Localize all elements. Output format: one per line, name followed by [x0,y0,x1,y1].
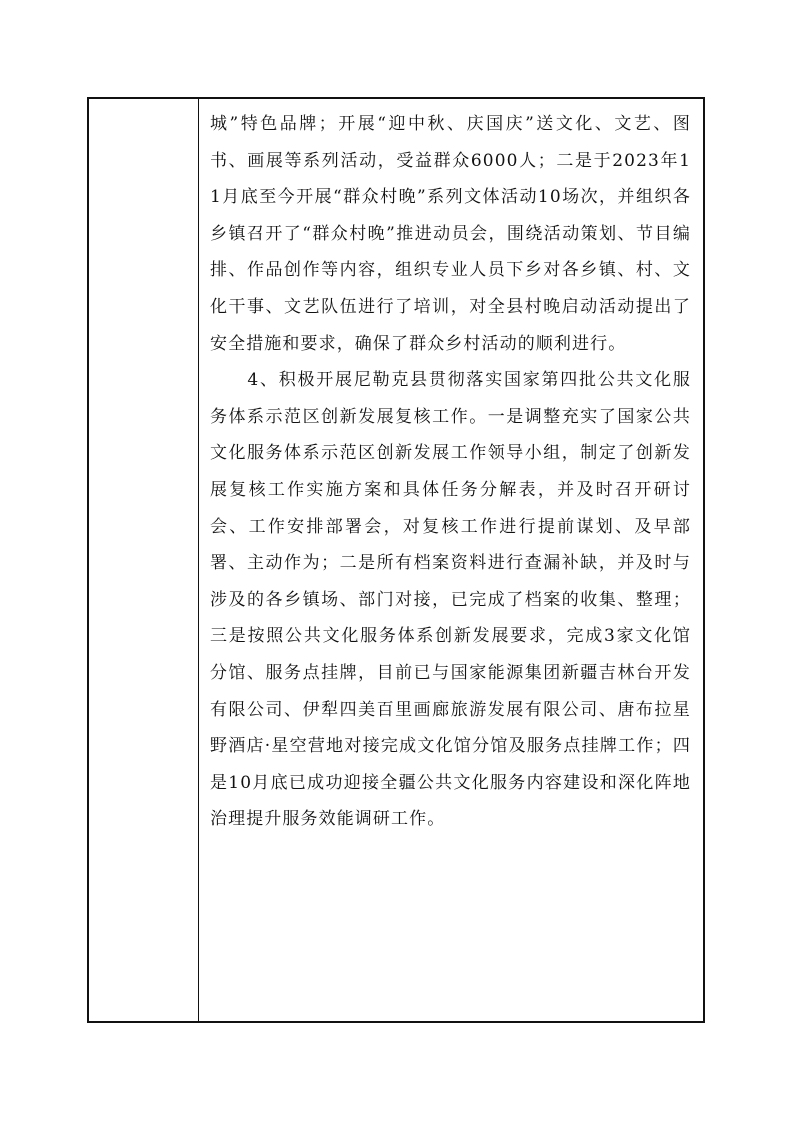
table-label-column [89,99,199,1021]
paragraph-continuation: 城”特色品牌；开展“迎中秋、庆国庆”送文化、文艺、图书、画展等系列活动，受益群众6000人；二是于2023年11月底至今开展“群众村晚”系列文体活动10场次，并组织各乡镇召开了“群众村晚”推进动员会，围绕活动策划、节目编排、作品创作等内容，组织专业人员下乡对各乡镇、村、文化干事、文艺队伍进行了培训，对全县村晚启动活动提出了安全措施和要求，确保了群众乡村活动的顺利进行。 [210,114,691,354]
report-table [87,97,705,1023]
paragraph-item-4: 4、积极开展尼勒克县贯彻落实国家第四批公共文化服务体系示范区创新发展复核工作。一是调整充实了国家公共文化服务体系示范区创新发展工作领导小组，制定了创新发展复核工作实施方案和具体任务分解表，并及时召开研讨会、工作安排部署会，对复核工作进行提前谋划、及早部署、主动作为；二是所有档案资料进行查漏补缺，并及时与涉及的各乡镇场、部门对接，已完成了档案的收集、整理；三是按照公共文化服务体系创新发展要求，完成3家文化馆分馆、服务点挂牌，目前已与国家能源集团新疆吉林台开发有限公司、伊犁四美百里画廊旅游发展有限公司、唐布拉星野酒店·星空营地对接完成文化馆分馆及服务点挂牌工作；四是10月底已成功迎接全疆公共文化服务内容建设和深化阵地治理提升服务效能调研工作。 [210,370,691,830]
table-content-cell [199,99,703,1021]
